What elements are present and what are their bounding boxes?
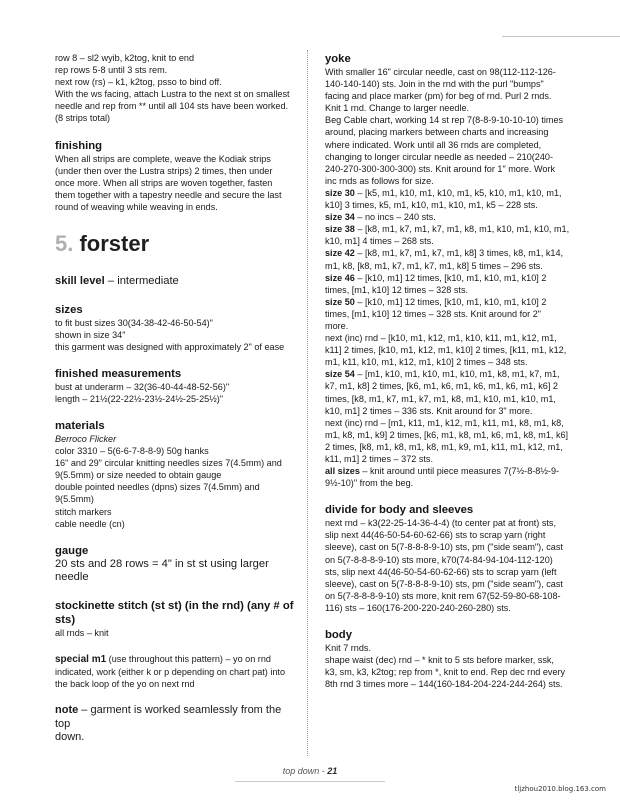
- stockinette-heading: stockinette stitch (st st) (in the rnd) (any # of sts): [55, 599, 294, 626]
- finishing-line: When all strips are complete, weave the Kodiak strips: [55, 153, 271, 164]
- column-divider: [307, 50, 308, 756]
- yoke-line: 140-140-140) sts. Join in the rnd with the purl "bumps": [325, 79, 544, 90]
- materials-heading: materials: [55, 420, 105, 432]
- divide-line: sleeve), cast on 5(7-8-8-8-9-10) sts, pm ("side seam"), cast: [325, 578, 563, 589]
- intro-line: (8 strips total): [55, 113, 111, 124]
- yoke-line: around, placing markers between charts and increasing: [325, 127, 549, 138]
- size-50-line: more.: [325, 320, 349, 331]
- sizes-line: this garment was designed with approximately 2" of ease: [55, 341, 285, 352]
- sizes-line: shown in size 34": [55, 329, 126, 340]
- footer-section: top down -: [282, 766, 328, 776]
- materials-line: color 3310 – 5(6-6-7-8-8-9) 50g hanks: [55, 446, 209, 457]
- pattern-number: 5.: [55, 231, 74, 257]
- pattern-name: forster: [79, 231, 150, 257]
- sizes-heading: sizes: [55, 303, 83, 316]
- size-42-line: m1, k8, [k8, m1, k7, m1, k7, m1, k8] 5 times – 296 sts.: [325, 260, 543, 271]
- special-m1-line: the back loop of the yo on next rnd: [55, 679, 195, 690]
- finishing-line: (under then over the Lustra strips) 2 times, then under: [55, 165, 273, 176]
- sizes-line: to fit bust sizes 30(34-38-42-46-50-54)": [55, 317, 213, 328]
- special-m1-line: special m1 (use throughout this pattern) – yo on rnd: [55, 653, 271, 665]
- right-column: [325, 52, 573, 690]
- finishing-line: once more. When all strips are woven together, fasten: [55, 177, 273, 188]
- body-heading: body: [325, 629, 352, 642]
- divide-line: 116) sts – 160(176-200-220-240-260-280) sts.: [325, 602, 511, 613]
- size-54-line: 2 times, [k8, m1, k8, m1, k8, m1, k9, m1, k11, m1, k12, m1,: [325, 441, 563, 452]
- size-46-line: times, [m1, k10] 12 times – 328 sts.: [325, 284, 469, 295]
- intro-line: rep rows 5-8 until 3 sts rem.: [55, 65, 168, 76]
- divide-line: on 5(7-8-8-8-9-10) sts more, k70(74-84-94-104-112-120): [325, 554, 553, 565]
- size-34-line: size 34 – no incs – 240 sts.: [325, 212, 436, 223]
- size-38-line: size 38 – [k8, m1, k7, m1, k7, m1, k8, m1, k10, m1, k10, m1,: [325, 224, 570, 235]
- divide-line: on 5(7-8-8-8-9-10) sts more, knit rem 67(52-59-80-68-108-: [325, 590, 561, 601]
- size-54-line: size 54 – [m1, k10, m1, k10, m1, k10, m1, k8, m1, k7, m1,: [325, 369, 560, 380]
- finishing-line: round of weaving while weaving in ends.: [55, 201, 218, 212]
- pattern-title: [55, 231, 299, 257]
- size-54-line: k11, m1] 2 times – 372 sts.: [325, 454, 433, 464]
- size-30-line: k10] 3 times, k5, m1, k10, m1, k10, m1, k5 – 228 sts.: [325, 200, 538, 211]
- yoke-line: where indicated. Work until all 36 rnds are completed,: [325, 139, 542, 150]
- body-line: 8th rnd 3 times more – 144(160-184-204-224-244-264) sts.: [325, 679, 563, 690]
- size-46-line: size 46 – [k10, m1] 12 times, [k10, m1, k10, m1, k10] 2: [325, 272, 547, 283]
- size-54-line: k7, m1, k8] 2 times, [k6, m1, k6, m1, k6, m1, k6, m1, k6] 2: [325, 381, 558, 392]
- divide-line: next rnd – k3(22-25-14-36-4-4) (to center pat at front) sts,: [325, 518, 556, 529]
- materials-line: cable needle (cn): [55, 518, 125, 529]
- yarn-name: Berroco Flicker: [55, 434, 117, 444]
- yoke-line: With smaller 16" circular needle, cast on 98(112-112-126-: [325, 67, 556, 77]
- yoke-heading: yoke: [325, 53, 351, 65]
- gauge-heading: gauge: [55, 544, 89, 557]
- size-50-line: size 50 – [k10, m1] 12 times, [k10, m1, k10, m1, k10] 2: [325, 296, 547, 307]
- size-30-line: size 30 – [k5, m1, k10, m1, k10, m1, k5, k10, m1, k10, m1,: [325, 187, 562, 198]
- measurement-line: bust at underarm – 32(36-40-44-48-52-56)": [55, 381, 230, 392]
- yoke-line: changing to longer circular needle as needed – 210(240-: [325, 151, 554, 162]
- size-50-line: times, [m1, k10] 12 times – 328 sts. Knit around for 2": [325, 308, 542, 319]
- yoke-line: Beg Cable chart, working 14 st rep 7(8-8-9-10-10-10) times: [325, 115, 564, 126]
- skill-level: skill level – intermediate: [55, 275, 179, 288]
- all-sizes-line: 9½-10)" from the beg.: [325, 478, 414, 489]
- yoke-line: Knit 1 rnd. Change to larger needle.: [325, 103, 470, 114]
- size-42-line: size 42 – [k8, m1, k7, m1, k7, m1, k8] 3 times, k8, m1, k14,: [325, 248, 564, 259]
- gauge-text: 20 sts and 28 rows = 4" in st st using larger needle: [55, 557, 269, 584]
- all-sizes-line: all sizes – knit around until piece measures 7(7½-8-8½-9-: [325, 466, 560, 477]
- page-footer: [0, 766, 620, 776]
- body-line: Knit 7 rnds.: [325, 643, 371, 654]
- footer-rule: [235, 781, 385, 782]
- page-number: 21: [327, 766, 338, 776]
- size-54-line: times, [k8, m1, k7, m1, k7, m1, k8, m1, k10, m1, k10, m1,: [325, 393, 556, 404]
- intro-line: row 8 – sl2 wyib, k2tog, knit to end: [55, 53, 195, 63]
- size-54-line: m1, k8, m1, k9] 2 times, [k6, m1, k8, m1, k6, m1, k8, m1, k6]: [325, 429, 569, 440]
- size-50-line: m1, k11, k10, m1, k12, m1, k10] 2 times – 348 sts.: [325, 357, 528, 368]
- materials-line: double pointed needles (dpns) sizes 7(4.5mm) and: [55, 482, 260, 493]
- divide-line: sts, slip next 44(46-50-54-60-62-66) sts to scrap yarn (left: [325, 566, 557, 577]
- body-line: shape waist (dec) rnd – * knit to 5 sts before marker, ssk,: [325, 655, 554, 666]
- yoke-line: inc rnds as follows for size.: [325, 175, 434, 186]
- materials-line: 9(5.5mm) or size needed to obtain gauge: [55, 470, 222, 481]
- materials-line: 9(5.5mm): [55, 494, 94, 505]
- size-54-line: next (inc) rnd – [m1, k11, m1, k12, m1, k11, m1, k8, m1, k8,: [325, 417, 564, 428]
- finishing-heading: finishing: [55, 139, 103, 152]
- body-line: k3, sm, k3, k2tog; rep from *, knit to end. Rep dec rnd every: [325, 667, 566, 678]
- size-50-line: next (inc) rnd – [k10, m1, k12, m1, k10, k11, m1, k12, m1,: [325, 333, 557, 344]
- note-line: note – garment is worked seamlessly from the top: [55, 704, 282, 730]
- finished-measurements-heading: finished measurements: [55, 367, 182, 380]
- intro-line: With the ws facing, attach Lustra to the next st on smallest: [55, 89, 290, 100]
- top-rule: [502, 36, 620, 37]
- divide-line: slip next 44(46-50-54-60-62-66) sts to scrap yarn (right: [325, 530, 546, 541]
- left-column: [55, 52, 299, 745]
- size-54-line: k10, m1] 2 times – 336 sts. Knit around for 3" more.: [325, 405, 533, 416]
- divide-heading: divide for body and sleeves: [325, 504, 474, 517]
- yoke-line: facing and place marker (pm) for beg of rnd. Purl 2 rnds.: [325, 91, 552, 102]
- measurement-line: length – 21½(22-22½-23½-24½-25-25½)": [55, 393, 224, 404]
- intro-line: next row (rs) – k1, k2tog, psso to bind off.: [55, 77, 222, 88]
- yoke-line: 240-270-300-300-300) sts. Knit around for 1" more. Work: [325, 163, 556, 174]
- watermark: tljzhou2010.blog.163.com: [514, 785, 606, 793]
- materials-line: stitch markers: [55, 506, 112, 517]
- stockinette-text: all rnds – knit: [55, 627, 109, 638]
- size-38-line: k10, m1] 4 times – 268 sts.: [325, 236, 434, 247]
- note-line: down.: [55, 731, 85, 744]
- finishing-line: them together with a tapestry needle and secure the last: [55, 189, 282, 200]
- intro-line: needle and rep from ** until all 104 sts have been worked.: [55, 101, 289, 112]
- materials-line: 16" and 29" circular knitting needles sizes 7(4.5mm) and: [55, 458, 282, 469]
- special-m1-line: indicated, work (either k or p depending on chart pat) into: [55, 666, 286, 677]
- divide-line: sleeve), cast on 5(7-8-8-8-9-10) sts, pm ("side seam"), cast: [325, 542, 563, 553]
- size-50-line: k11] 2 times, [k10, m1, k12, m1, k10] 2 times, [k11, m1, k12,: [325, 345, 567, 356]
